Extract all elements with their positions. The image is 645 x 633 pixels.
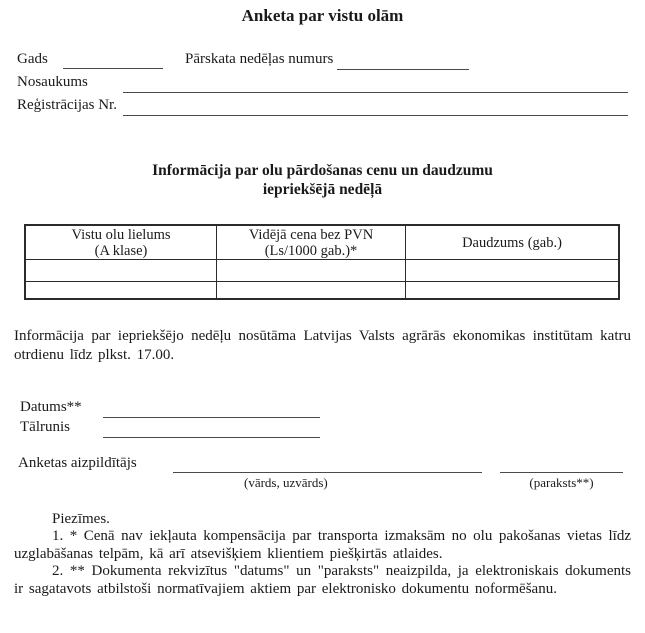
note-1: 1. * Cenā nav iekļauta kompensācija par transporta izmaksām no olu pakošanas vietas līdz uzglabāšanas telpām, kā arī atsevišķiem klientiem piešķirtās atlaides.	[14, 528, 631, 562]
vards-uzvards-signature-line	[173, 455, 482, 473]
talrunis-label: Tālrunis	[20, 419, 70, 435]
col-header-daudzums	[406, 225, 620, 260]
registracijas-nr-fill-line	[123, 97, 628, 116]
section-heading-line1: Informācija par olu pārdošanas cenu un daudzumu	[152, 162, 493, 179]
datums-fill-line	[103, 401, 320, 418]
col-header-line: Vidējā cena bez PVN	[248, 226, 374, 243]
col-header-line: (Ls/1000 gab.)*	[264, 242, 358, 259]
parskata-nedelas-numurs-label: Pārskata nedēļas numurs	[185, 51, 334, 67]
gads-fill-line	[63, 51, 163, 69]
notes-section	[14, 511, 631, 598]
gads-label: Gads	[17, 51, 48, 67]
note-2: 2. ** Dokumenta rekvizītus "datums" un "paraksts" neaizpilda, ja elektroniskais dokuments ir sagatavots atbilstoši normatīvajiem aktiem par elektronisko dokumentu noformēšanu.	[14, 563, 631, 597]
egg-sales-table	[24, 224, 620, 300]
parskata-nedelas-numurs-fill-line	[337, 51, 469, 70]
page-title: Anketa par vistu olām	[241, 6, 404, 25]
section-heading	[0, 161, 645, 199]
table-cell-empty	[217, 260, 406, 282]
section-heading-line2: iepriekšējā nedēļā	[262, 181, 383, 198]
table-cell-empty	[25, 260, 217, 282]
vards-uzvards-caption: (vārds, uzvārds)	[244, 475, 328, 490]
table-empty-row	[25, 282, 619, 299]
table-cell-empty	[217, 282, 406, 299]
anketas-aizpilditajs-label: Anketas aizpildītājs	[18, 455, 137, 471]
col-header-line: Daudzums (gab.)	[462, 234, 562, 251]
nosaukums-label: Nosaukums	[17, 74, 88, 90]
date-row	[20, 399, 631, 418]
nosaukums-fill-line	[123, 74, 628, 93]
col-header-olu-lielums	[25, 225, 217, 260]
notes-title: Piezīmes.	[52, 511, 110, 527]
paraksts-signature-line	[500, 455, 623, 473]
table-cell-empty	[25, 282, 217, 299]
col-header-line: (A klase)	[94, 242, 148, 259]
table-empty-row	[25, 260, 619, 282]
datums-label: Datums**	[20, 399, 82, 415]
registracijas-nr-label: Reģistrācijas Nr.	[17, 97, 117, 113]
registration-row	[17, 97, 628, 116]
table-cell-empty	[406, 282, 620, 299]
table-cell-empty	[406, 260, 620, 282]
col-header-line: Vistu olu lielums	[71, 226, 171, 243]
year-week-row	[17, 51, 628, 70]
info-paragraph: Informācija par iepriekšējo nedēļu nosūtāma Latvijas Valsts agrārās ekonomikas institūtam katru otrdienu līdz plkst. 17.00.	[14, 328, 631, 363]
paraksts-caption: (paraksts**)	[529, 475, 594, 490]
talrunis-fill-line	[103, 421, 320, 438]
phone-row	[20, 419, 631, 438]
name-row	[17, 74, 628, 93]
col-header-videja-cena	[217, 225, 406, 260]
table-header-row	[25, 225, 619, 260]
